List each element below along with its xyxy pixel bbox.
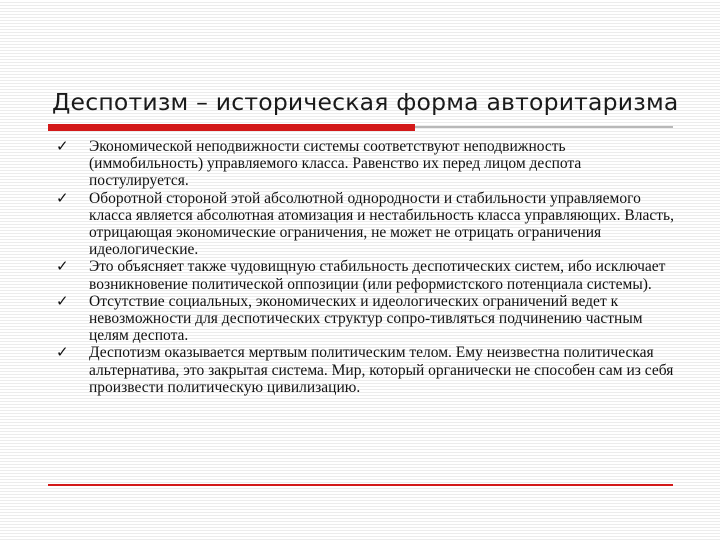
- title-underline-accent: [48, 124, 415, 131]
- bullet-text: Экономической неподвижности системы соответствуют неподвижность (иммобильность) управляемого класса. Равенство их перед лицом деспота постулируется.: [89, 138, 582, 190]
- title-underline-divider: [415, 126, 673, 128]
- bullet-text: Это объясняет также чудовищную стабильность деспотических систем, ибо исключает возникновение политической оппозиции (или реформистского потенциала системы).: [89, 258, 666, 293]
- bullet-item: [56, 190, 676, 259]
- checkmark-icon: ✓: [56, 343, 69, 362]
- checkmark-icon: ✓: [56, 188, 69, 207]
- checkmark-icon: ✓: [56, 137, 69, 155]
- bullet-list: [56, 138, 676, 396]
- footer-divider: [48, 484, 673, 486]
- slide-title: Деспотизм – историческая форма авторитаризма: [52, 88, 679, 116]
- bullet-item: [56, 293, 676, 345]
- bullet-item: [56, 138, 676, 190]
- checkmark-icon: ✓: [56, 291, 69, 310]
- checkmark-icon: ✓: [56, 257, 69, 276]
- bullet-item: [56, 258, 676, 292]
- bullet-text: Деспотизм оказывается мертвым политическим телом. Ему неизвестна политическая альтернатива, это закрытая система. Мир, который органически не способен сам из себя произвести политическую цивилизацию.: [89, 344, 674, 396]
- bullet-item: [56, 344, 676, 396]
- bullet-text: Оборотной стороной этой абсолютной однородности и стабильности управляемого класса является абсолютная атомизация и нестабильность класса управляющих. Власть, отрицающая экономические ограничения, не может не отрицать ограничения идеологические.: [89, 189, 674, 259]
- bullet-text: Отсутствие социальных, экономических и идеологических ограничений ведет к невозможности для деспотических структур сопро-тивляться подчинению частным целям деспота.: [89, 292, 643, 345]
